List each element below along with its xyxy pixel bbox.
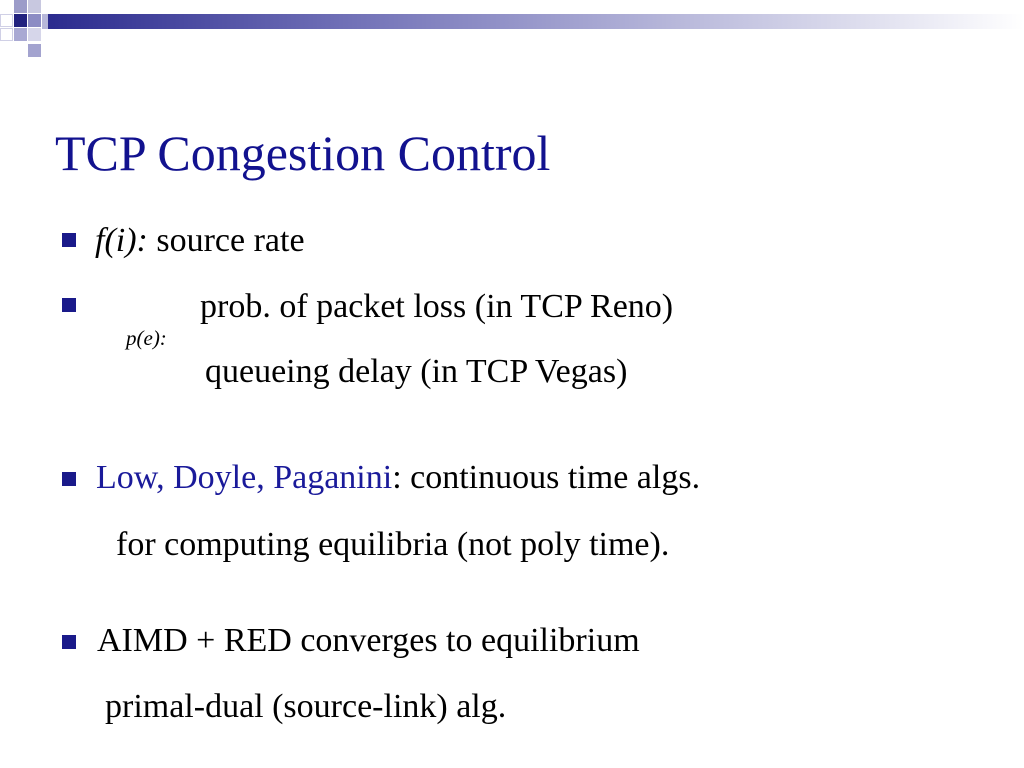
decor-square — [28, 44, 41, 57]
decor-square — [14, 0, 27, 13]
bullet-marker — [62, 233, 76, 247]
bullet-4-line-2: primal-dual (source-link) alg. — [105, 688, 507, 725]
decor-square — [0, 14, 13, 27]
bullet-2-line-1: prob. of packet loss (in TCP Reno) — [200, 288, 674, 325]
bullet-marker — [62, 472, 76, 486]
bullet-3-line-1 — [96, 461, 700, 495]
bullet-4-line-1: AIMD + RED converges to equilibrium — [97, 622, 640, 659]
bullet-1-term: f(i): — [95, 222, 148, 259]
decor-square — [28, 14, 41, 27]
bullet-1-text: source rate — [147, 222, 305, 259]
decor-square — [0, 28, 13, 41]
bullet-3-line-2: for computing equilibria (not poly time). — [116, 526, 670, 563]
bullet-1-line — [95, 224, 305, 258]
bullet-3-authors: Low, Doyle, Paganini — [96, 459, 393, 496]
decor-square — [28, 0, 41, 13]
decor-square — [28, 28, 41, 41]
bullet-marker — [62, 635, 76, 649]
bullet-2-term: p(e): — [126, 326, 167, 350]
slide-title: TCP Congestion Control — [55, 125, 551, 181]
decor-square — [14, 28, 27, 41]
header-gradient-band — [48, 14, 1024, 29]
decor-square — [14, 14, 27, 27]
bullet-2-line-2: queueing delay (in TCP Vegas) — [205, 353, 628, 390]
bullet-3-text: : continuous time algs. — [392, 459, 701, 496]
corner-decoration — [0, 0, 80, 60]
bullet-marker — [62, 298, 76, 312]
